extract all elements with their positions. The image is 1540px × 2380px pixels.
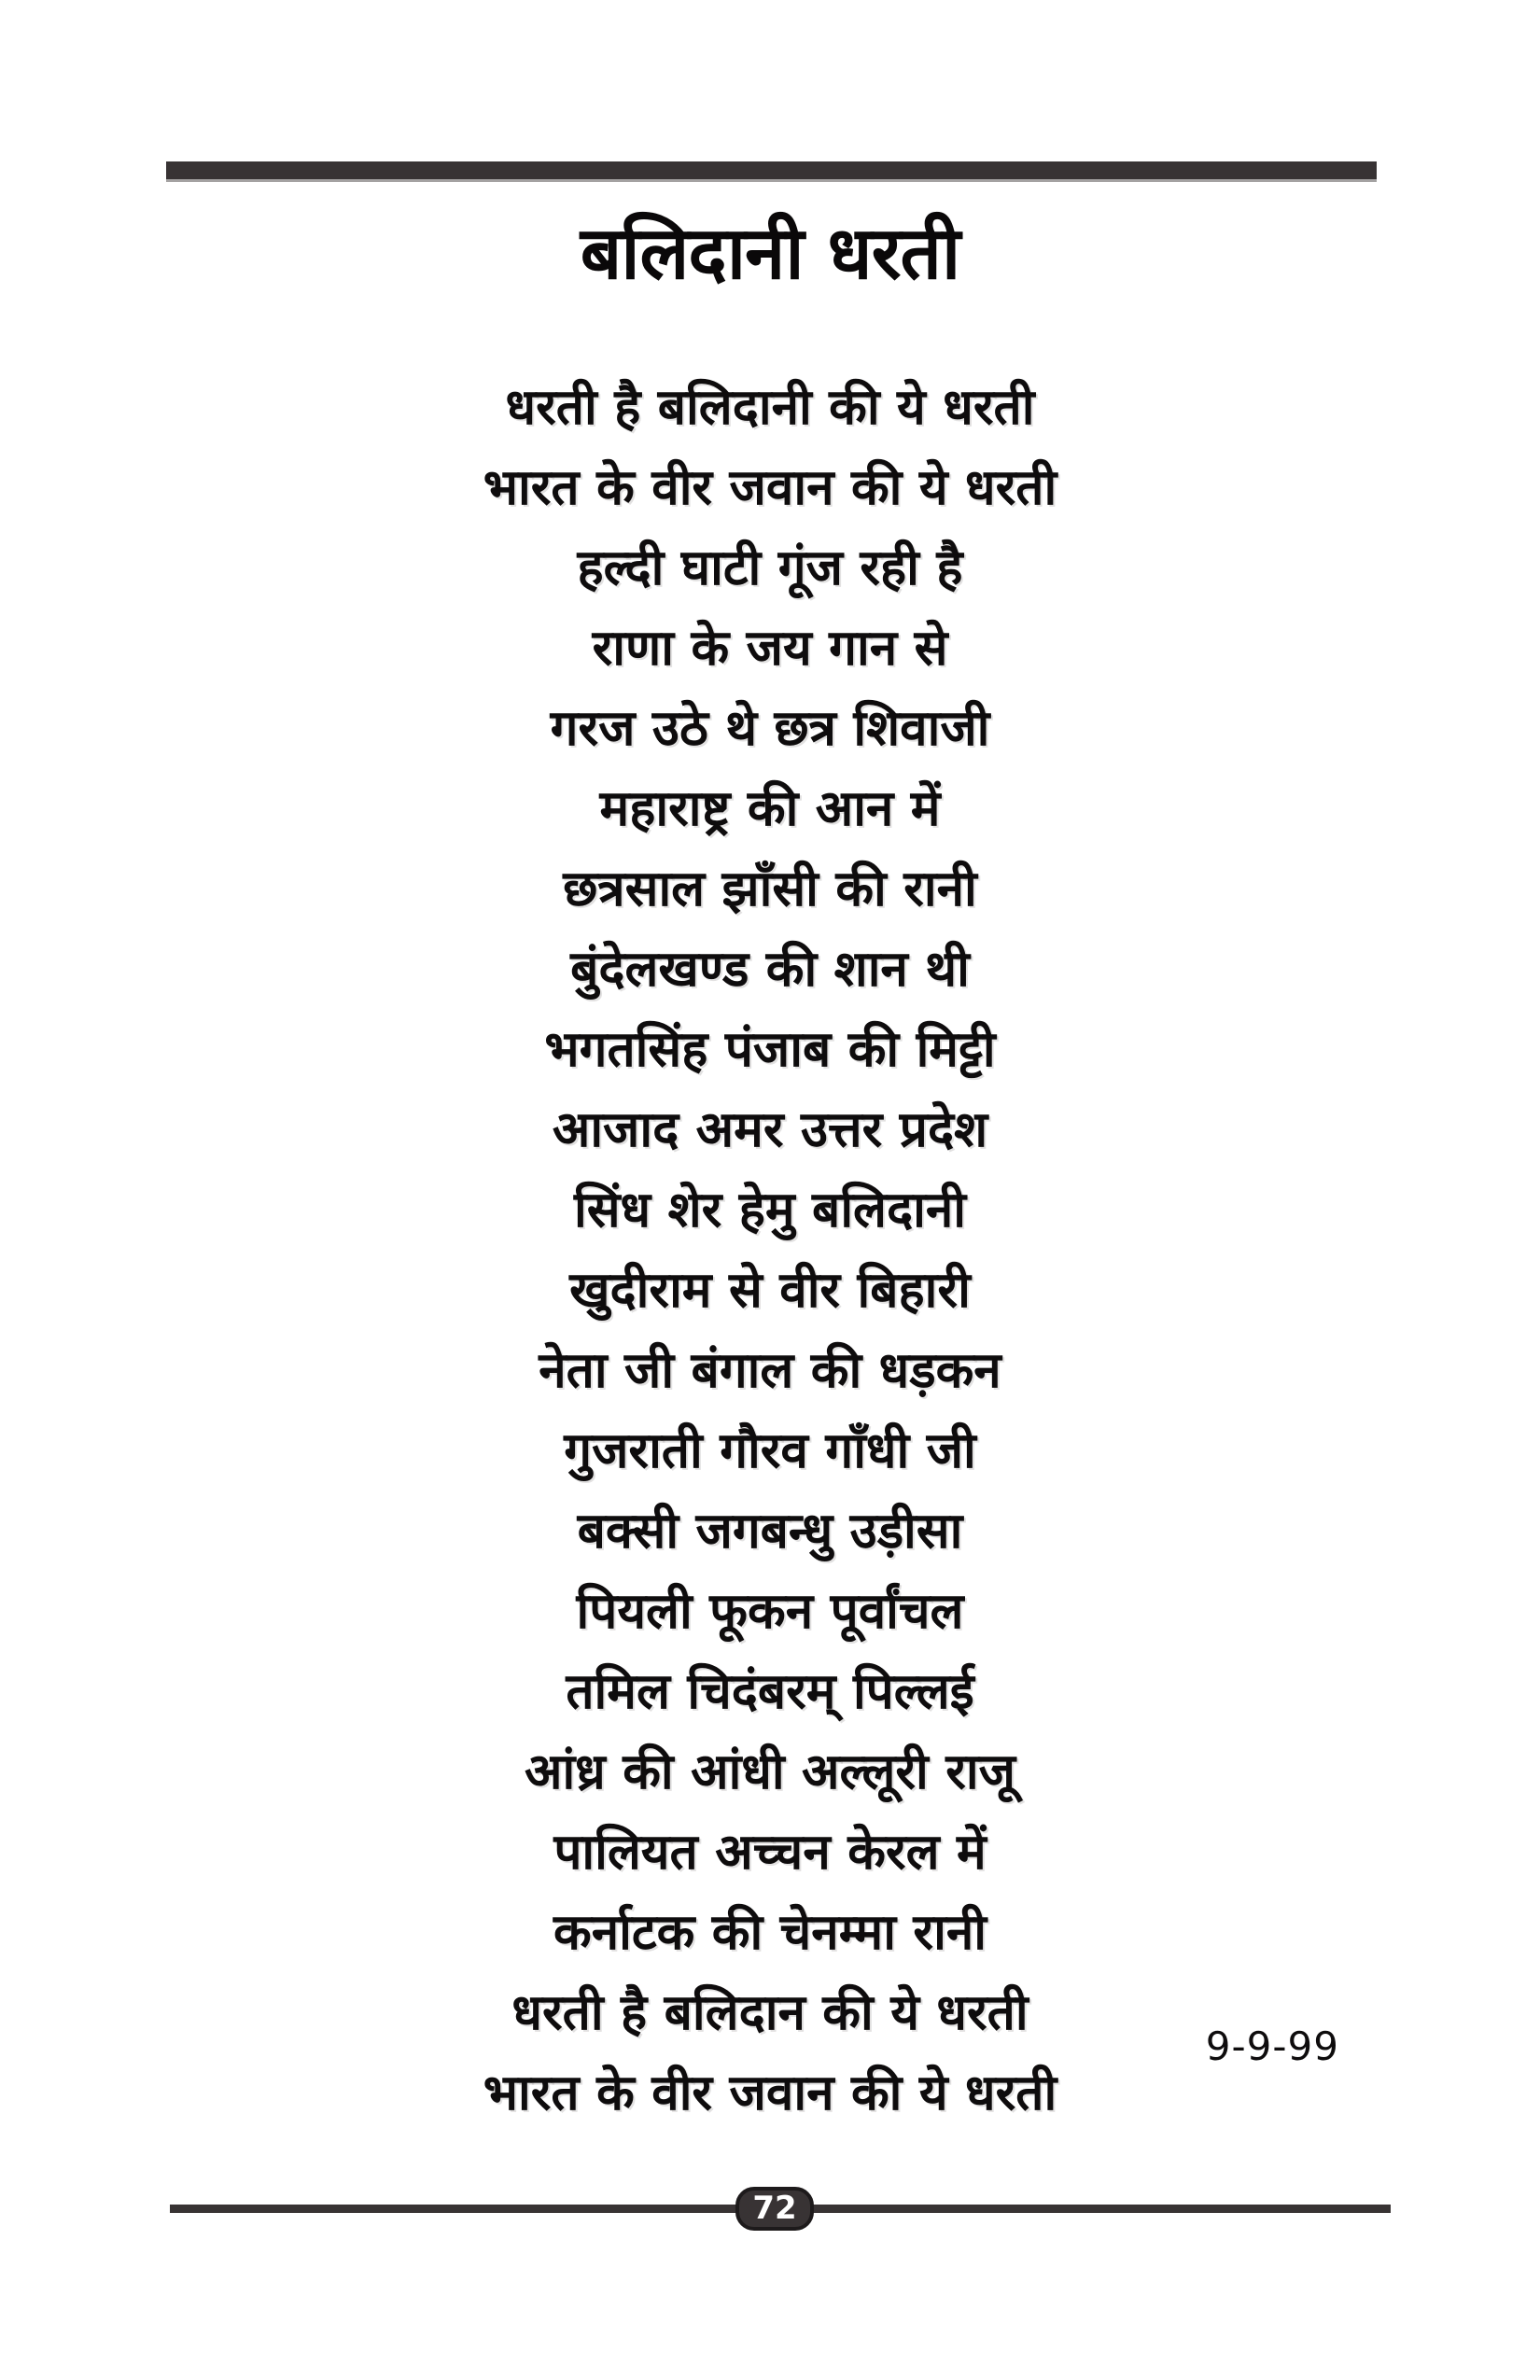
poem-line: नेता जी बंगाल की धड़कन	[539, 1342, 1001, 1399]
poem-line: बक्सी जगबन्धु उड़ीसा	[577, 1503, 963, 1560]
page-number-badge: 72	[735, 2187, 814, 2231]
poem-line: कर्नाटक की चेनम्मा रानी	[553, 1904, 987, 1961]
poem-line: बुंदेलखण्ड की शान थी	[570, 941, 970, 998]
poem-line: आजाद अमर उत्तर प्रदेश	[552, 1101, 988, 1158]
poem-line: भारत के वीर जवान की ये धरती	[483, 2065, 1057, 2121]
poem-line: धरती है बलिदान की ये धरती	[511, 1984, 1029, 2041]
poem-line: गरज उठे थे छत्र शिवाजी	[550, 700, 990, 757]
poem-line: धरती है बलिदानी की ये धरती	[505, 379, 1035, 436]
poem-line: पियली फूकन पूर्वांचल	[576, 1583, 964, 1640]
poem-line: सिंध शेर हेमु बलिदानी	[574, 1182, 966, 1239]
top-rule	[166, 161, 1377, 179]
poem-line: छत्रसाल झाँसी की रानी	[563, 861, 977, 917]
poem-title: बलिदानी धरती	[580, 212, 960, 296]
poem-line: हल्दी घाटी गूंज रही है	[577, 539, 963, 596]
poem-line: महाराष्ट्र की आन में	[599, 780, 941, 837]
poem-line: भगतसिंह पंजाब की मिट्टी	[544, 1021, 996, 1078]
poem-line: भारत के वीर जवान की ये धरती	[483, 459, 1057, 516]
poem-line: आंध्र की आंधी अल्लूरी राजू	[525, 1743, 1015, 1800]
poem-line: खुदीराम से वीर बिहारी	[569, 1262, 971, 1319]
poem-line: पालियत अच्चन केरल में	[553, 1824, 987, 1881]
poem-date: 9-9-99	[1205, 2023, 1339, 2069]
poem-body	[0, 368, 1540, 2134]
poem-line: तमिल चिदंबरम् पिल्लई	[566, 1663, 974, 1720]
poem-line: गुजराती गौरव गाँधी जी	[564, 1422, 976, 1479]
poem-line: राणा के जय गान से	[592, 620, 948, 677]
